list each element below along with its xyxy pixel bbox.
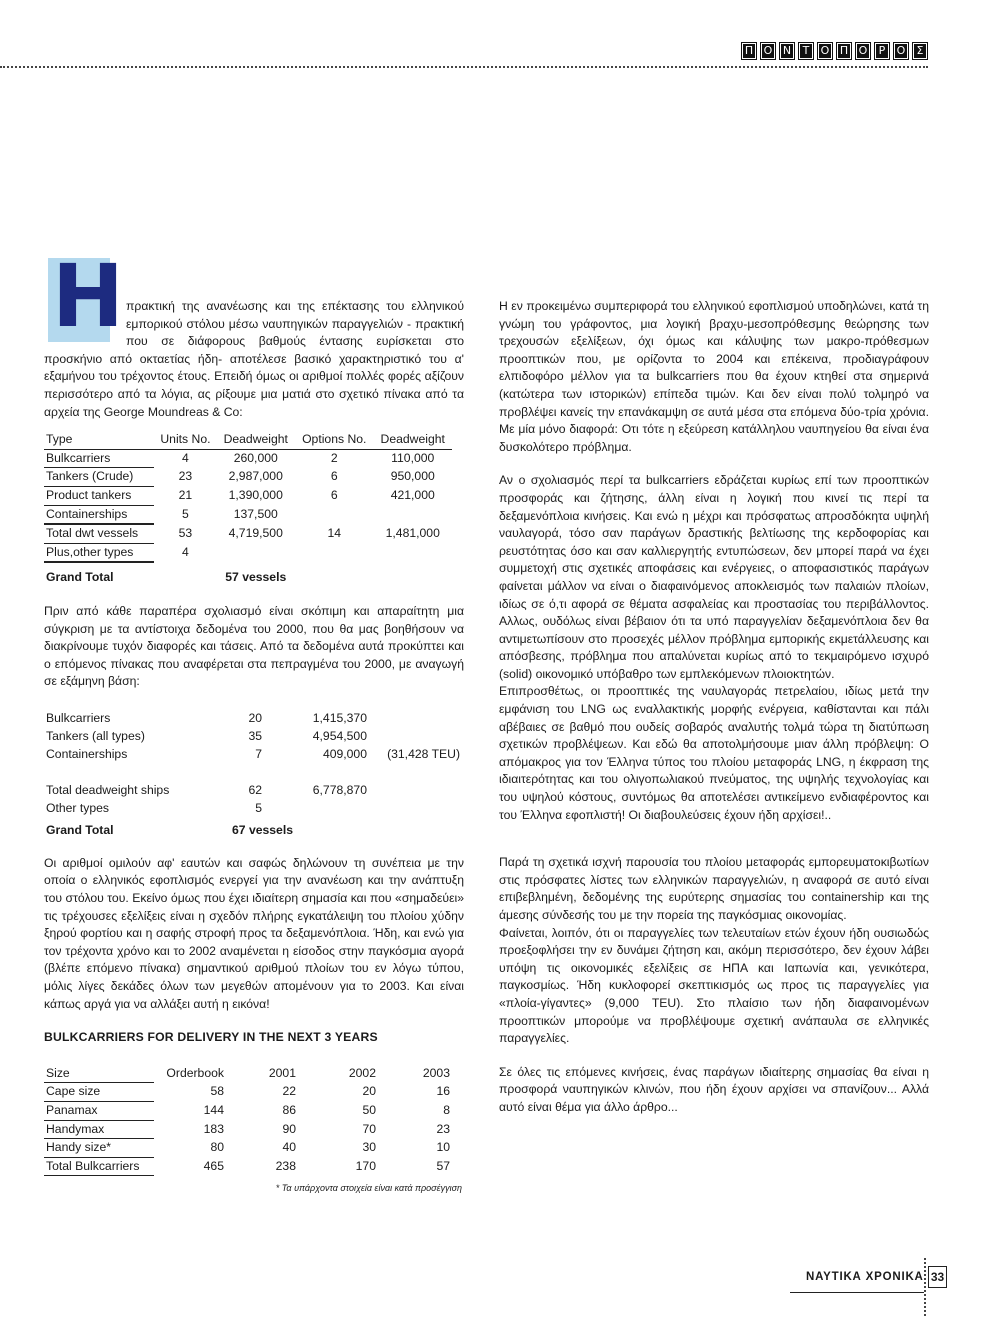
table-cell: 62 (248, 782, 262, 797)
table-cell: Total deadweight ships (46, 782, 170, 797)
table-cell: 2,987,000 (228, 469, 283, 484)
table-row (44, 486, 452, 505)
table-cell: Total Bulkcarriers (44, 1157, 154, 1176)
table-cell: Panamax (44, 1102, 154, 1121)
table-cell: 238 (275, 1158, 296, 1173)
table-cell: Containerships (46, 746, 128, 761)
table-cell: Plus,other types (44, 543, 154, 562)
logo-letter: Ο (893, 42, 909, 60)
table-cell: 1,390,000 (228, 487, 283, 502)
table-header-cell: Options No. (295, 431, 373, 449)
table-cell: 22 (282, 1084, 296, 1099)
logo-letter: Ν (779, 42, 795, 60)
article-paragraph: Η εν προκειμένω συμπεριφορά του ελληνικού εφοπλισμού υποδηλώνει, κατά τη γνώμη του γράφοντος, μια λογική βραχυ-μεσοπρόθεσμης θεώρησης των τρεχουσών εξελίξεων, όχι όμως και κάλυψης των μακρο-πρόθεσμων προοπτικών που, με ορίζοντα το 2004 και επέκεινα, προδιαγράφουν ελπιδοφόρο μέλλον για τα bulkcarriers που θα έχουν κτηθεί στα σημερινά (κατώτερα των ιστορικών) επίπεδα τιμών. Και δεν είναι πολύ τολμηρό να προβλέψει κανείς την επανάκαμψη σε αυτά μέσα στα επόμενα δύο-τρία χρόνια. Με μία μόνο διαφορά: Οτι τότε η εξεύρεση κατάλληλου ναυπηγείου θα είναι ένα δυσκολότερο πρόβλημα. (499, 299, 929, 454)
table-header-row (44, 431, 452, 449)
table-cell: 137,500 (233, 506, 278, 521)
table-footnote: * Τα υπάρχοντα στοιχεία είναι κατά προσέγγιση (275, 1183, 462, 1194)
table-cell: 110,000 (391, 451, 435, 465)
table-total-row (44, 1157, 452, 1176)
table-row (44, 1120, 452, 1139)
table-cell: 950,000 (390, 469, 435, 484)
table-cell: Handymax (44, 1120, 154, 1139)
table-cell: 50 (362, 1103, 376, 1117)
table-header-cell: Orderbook (166, 1066, 224, 1081)
table-row (44, 709, 462, 727)
table-cell: Bulkcarriers (44, 449, 154, 468)
table-row (44, 468, 452, 487)
comparison-paragraph: Πριν από κάθε παραπέρα σχολιασμό είναι σκόπιμη και απαραίτητη μια σύγκριση με τα αντίστοιχα δεδομένα του 2000, που θα μας βοηθήσουν να διακρίνουμε τυχόν διαφορές και τάσεις. Από τα δεδομένα αυτά προκύπτει και ο επόμενος πίνακας που αναφέρεται στα πεπραγμένα του 2000, με αναγωγή σε εξάμηνη βάση: (44, 603, 464, 689)
logo-letter: Ο (817, 42, 833, 60)
table-row (44, 745, 462, 763)
table-cell: 16 (436, 1084, 450, 1099)
footer-rule (790, 1292, 924, 1293)
table-header-cell: Units No. (154, 431, 216, 449)
table-row (44, 781, 462, 799)
table-cell: Other types (46, 800, 109, 815)
article-paragraph: Φαίνεται, λοιπόν, ότι οι παραγγελίες των τελευταίων ετών έχουν ήδη ουσιωδώς προεξοφλήσει την εν δυνάμει ζήτηση και, ακόμη περισσότερο, δεν έχουν λάβει υπόψη τις οικονομικές εξελίξεις σε ΗΠΑ και Ιαπωνία και, γενικότερα, παγκοσμίως. Ήδη κυκλοφορεί σκεπτικισμός ως προς τις παραγγελίες για «πλοία-γίγαντες» (9,000 TEU). Στο πλαίσιο των ήδη διαφαινομένων προοπτικών μπορούμε να προβλέψουμε σχετική ανάπαυλα σε ελληνικές παραγγελίες. (499, 925, 929, 1046)
table-cell: 70 (362, 1121, 376, 1136)
grand-total-row (44, 817, 462, 839)
table-cell: 40 (282, 1140, 296, 1155)
table-row (44, 1083, 452, 1102)
table-row (44, 449, 452, 468)
table-cell (264, 799, 369, 817)
table-cell: 80 (210, 1140, 224, 1155)
table-cell: Containerships (44, 505, 154, 524)
table-cell: 4 (182, 451, 189, 465)
table-header-cell: 2001 (268, 1066, 296, 1081)
table-cell: 6 (330, 469, 338, 484)
table-cell: Product tankers (44, 486, 154, 505)
table-cell: 53 (178, 525, 193, 540)
table-cell: 5 (255, 800, 262, 815)
grand-total-value: 67 vessels (232, 822, 293, 837)
table-cell: Handy size* (44, 1139, 154, 1158)
table-row (44, 1139, 452, 1158)
table-cell: 4,954,500 (312, 728, 367, 743)
analysis-paragraph: Οι αριθμοί ομιλούν αφ' εαυτών και σαφώς δηλώνουν τη συνέπεια με την οποία ο ελληνικός εφοπλισμός ενεργεί για την ανανέωση και την ανάπτυξη του στόλου του. Εκείνο όμως που έχει ιδιαίτερη σημασία και που «σημαδεύει» τις τρέχουσες εξελίξεις είναι η σχεδόν πλήρης εγκατάλειψη του πλοίου χύδην ξηρού φορτίου και η σαφής στροφή προς τα δεξαμενόπλοια. Ήδη, και ενώ για τον τρέχοντα χρόνο και το 2002 αναμένεται η είσοδος στην παγκόσμια αγορά (βλέπε επόμενο πίνακα) σημαντικού αριθμού πλοίων του εν λόγω τύπου, μόλις λίγες δεκάδες όλων των μεγεθών απομένουν για το 2003. Και είναι κάπως αργά για να αλλάξει αυτή η εικόνα! (44, 855, 464, 1011)
table-cell (369, 799, 462, 817)
table-header-cell: Deadweight (373, 431, 452, 449)
magazine-section-logo (741, 42, 928, 60)
table-cell: 4,719,500 (228, 525, 283, 540)
table-header-cell: Deadweight (217, 431, 296, 449)
table-cell: 6,778,870 (312, 782, 367, 797)
intro-paragraph: πρακτική της ανανέωσης και της επέκτασης του ελληνικού εμπορικού στόλου μέσω ναυπηγικών παραγγελιών - πρακτική που σε διάφορους βαθμούς έντασης ευρίσκεται στο προσκήνιο από οκταετίας ήδη- αποτέλεσε βασικό χαρακτηριστικό του α' εξαμήνου του τρέχοντος έτους. Επειδή όμως οι αριθμοί πολλές φορές αξίζουν περισσότερο από τα λόγια, ας ρίξουμε μια ματιά στο σχετικό πίνακα από τα αρχεία της George Moundreas & Co: (44, 299, 464, 419)
table-cell: Tankers (all types) (46, 728, 145, 743)
table-cell: 1,481,000 (385, 525, 440, 540)
table-row (44, 524, 452, 543)
table-cell (373, 505, 452, 524)
table-cell: 421,000 (390, 487, 435, 502)
table-cell: (31,428 TEU) (387, 746, 460, 761)
right-column (499, 298, 929, 1117)
table-cell: 183 (203, 1121, 224, 1136)
table-cell: 23 (178, 469, 193, 484)
table-cell: 20 (248, 710, 262, 725)
table-cell: 20 (362, 1084, 376, 1099)
table-header-cell: 2002 (348, 1066, 376, 1081)
grand-total-label: Grand Total (46, 822, 114, 837)
logo-letter: Ρ (874, 42, 890, 60)
logo-letter: Ο (760, 42, 776, 60)
table-cell (369, 727, 462, 745)
table-cell: Total dwt vessels (44, 524, 154, 543)
dropcap (48, 247, 124, 347)
table-cell (373, 543, 452, 562)
logo-letter: Π (836, 42, 852, 60)
table-cell: Bulkcarriers (46, 710, 111, 725)
table-cell: 10 (436, 1140, 450, 1155)
table-cell: 90 (282, 1121, 296, 1136)
table-cell: Cape size (44, 1083, 154, 1102)
table-cell (295, 543, 373, 562)
table-row (44, 799, 462, 817)
logo-letter: Σ (912, 42, 928, 60)
table-cell: 465 (203, 1158, 224, 1173)
table-cell: 409,000 (322, 746, 367, 761)
table-cell: 5 (182, 506, 189, 521)
article-paragraph: Σε όλες τις επόμενες κινήσεις, ένας παράγων ιδιαίτερης σημασίας θα είναι η προσφορά ναυπηγικών κλινών, που ήδη έχουν αρχίσει να σπανίζουν... Αλλά αυτό είναι θέμα για άλλο άρθρο... (499, 1064, 929, 1114)
left-column (44, 247, 464, 1198)
comparison-table (44, 709, 462, 839)
table-cell (295, 505, 373, 524)
article-paragraph: Αν ο σχολιασμός περί τα bulkcarriers εδράζεται κυρίως επί των προοπτικών προσφοράς και ζήτησης, άλλη είναι η λογική που κινεί τις περί τα δεξαμενόπλοια κινήσεις. Και ενώ η μέχρι και πρόσφατως απροσδόκητα υψηλή ναυλαγορά, τόσο σαν παράγων δραστικής βελτίωσης της κερδοφορίας και ρευστότητας όσο και σαν καλλιεργητής εντυπώσεων, δεν μπορεί παρά να έχει συμμετοχή στις σχετικές αποφάσεις και ενέργειες, ο αποφασιστικός παράγων φαίνεται μάλλον να είναι ο διαφαινόμενος αποκλεισμός των παλαιών πλοίων, ιδίως σε ό,τι αφορά σε θέματα ασφαλείας και προστασίας του περιβάλλοντος. Αλλως, ουδόλως είναι βέβαιον ότι τα υπό παραγγελίαν δεξαμενόπλοια δεν θα αντιμετωπίσουν στο προσεχές μέλλον πρόβλημα εμπορικής εκμετάλλευσης και απόσβεσης, πρόβλημα που απαλύνεται κυρίως από το τεκμαιρόμενο ισχυρό (solid) οικονομικό υπόβαθρο των εμπλεκόμενων πλοιοκτητών. (499, 473, 929, 681)
dropcap-letter: Η (52, 247, 124, 347)
table-cell: 2 (330, 451, 338, 465)
magazine-name: ΝΑΥΤΙΚΑ ΧΡΟΝΙΚΑ (806, 1271, 924, 1283)
table-row (44, 543, 452, 562)
table-row (44, 727, 462, 745)
table-cell: 35 (248, 728, 262, 743)
table-cell: Tankers (Crude) (44, 468, 154, 487)
table-cell: 30 (362, 1140, 376, 1155)
table-cell: 144 (203, 1103, 224, 1117)
bulkcarriers-delivery-table (44, 1065, 452, 1177)
table-header-row (44, 1065, 452, 1083)
table-row (44, 505, 452, 524)
table-cell: 58 (210, 1084, 224, 1099)
table-cell: 6 (330, 487, 338, 502)
table-cell: 170 (355, 1158, 376, 1173)
article-paragraph: Επιπροσθέτως, οι προοπτικές της ναυλαγοράς πετρελαίου, ιδίως μετά την εμφάνιση του LNG ως εναλλακτικής μορφής ενέργεια, καθίστανται και πάλι αβέβαιες σε βαθμό που ουδείς σοβαρός αναλυτής τολμά τώρα τη διατύπωση σχετικών προβλέψεων. Και εδώ θα αποτολμήσουμε μιαν άλλη πρόβλεψη: Ο απόμακρος για τον Έλληνα τύπος του πλοίου μεταφοράς LNG, η έκφραση της ιδιαιτερότητας και του ολιγοπωλιακού πνεύματος, της υψηλής τεχνολογίας και του υψηλού κόστους, συντόμως θα αποτελέσει αντικείμενο ενδιαφέροντος και του Έλληνα εφοπλιστή! Οι διαβουλεύσεις έχουν ήδη αρχίσει!.. (499, 684, 929, 822)
table-cell (369, 781, 462, 799)
logo-letter: Π (741, 42, 757, 60)
table-cell: 7 (255, 746, 262, 761)
grand-total-label: Grand Total (46, 570, 114, 585)
table-cell: 21 (178, 487, 193, 502)
table-cell: 57 (436, 1158, 450, 1173)
table-cell (217, 543, 296, 562)
grand-total-value: 57 vessels (225, 569, 287, 584)
section-heading: BULKCARRIERS FOR DELIVERY IN THE NEXT 3 YEARS (44, 1030, 378, 1045)
logo-letter: Ο (855, 42, 871, 60)
table-cell (369, 709, 462, 727)
table-cell: 23 (436, 1121, 450, 1136)
table-cell: 260,000 (233, 451, 278, 465)
table-header-cell: 2003 (422, 1066, 450, 1081)
table-cell: 4 (182, 544, 189, 559)
grand-total-row (44, 562, 452, 587)
table-cell: 1,415,370 (312, 710, 367, 725)
table-cell: 8 (443, 1103, 450, 1117)
table-row (44, 1102, 452, 1121)
footer-dotted-rule (924, 1258, 926, 1316)
article-paragraph: Παρά τη σχετικά ισχνή παρουσία του πλοίου μεταφοράς εμπορευματοκιβωτίων στις πρόσφατες λίστες των ελληνικών παραγγελιών, η αναφορά σε αυτό είναι επιβεβλημένη, δεδομένης της ευρύτερης σημασίας του containership και της άμεσης σύνδεσής του με την πορεία της παγκόσμιας οικονομίας. (499, 855, 929, 922)
table-header-cell: Size (44, 1065, 154, 1083)
page-number: 33 (928, 1266, 947, 1288)
table-cell: 14 (327, 525, 342, 540)
header-dotted-rule (0, 66, 928, 68)
table-header-cell: Type (44, 431, 154, 449)
logo-letter: Τ (798, 42, 814, 60)
table-cell: 86 (282, 1103, 296, 1117)
orders-table (44, 431, 452, 587)
